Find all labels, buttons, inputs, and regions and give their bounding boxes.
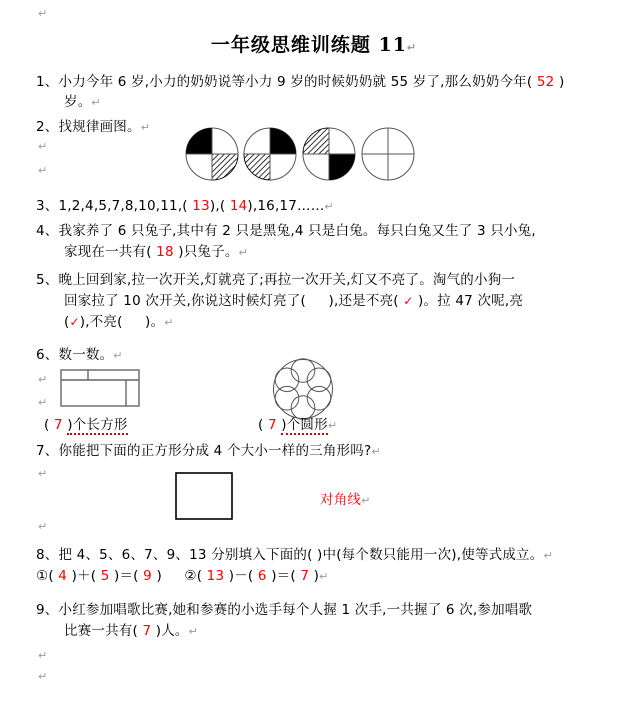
question-8-equations: [36, 566, 329, 586]
paragraph-mark: ↵: [38, 670, 48, 683]
q8-eq2-eq: )＝(: [271, 568, 296, 584]
question-7-prompt: [36, 441, 381, 461]
paragraph-mark: ↵: [406, 41, 418, 54]
q6-rect-close: )个长方形: [67, 417, 128, 433]
nested-rectangles-figure: [60, 369, 140, 407]
question-4-line-2: [64, 242, 248, 262]
q8-eq1-plus: )＋(: [71, 568, 97, 584]
q5-blank-1[interactable]: [311, 293, 324, 309]
q8-eq2-close: ): [313, 568, 320, 584]
q6-circ-close: )个圆形: [281, 417, 328, 433]
q5-text-f: ),不亮(: [79, 314, 123, 330]
q1-text-c: 岁。: [64, 94, 92, 110]
question-6-rectangle-label: [44, 415, 128, 435]
question-5-line-2: [64, 291, 523, 311]
question-1-line-1: [36, 72, 564, 92]
q5-text-g: )。: [145, 314, 165, 330]
question-5-line-1: [36, 270, 515, 290]
q8-text: 8、把 4、5、6、7、9、13 分别填入下面的( )中(每个数只能用一次),使等式成立。: [36, 547, 544, 563]
paragraph-mark: ↵: [543, 549, 553, 562]
question-6-circle-label: [258, 415, 337, 435]
question-3: [36, 196, 334, 216]
q9-answer: 7: [142, 623, 152, 639]
paragraph-mark: ↵: [38, 164, 48, 177]
q7-note-text: 对角线: [320, 492, 362, 508]
q8-eq1-c: 9: [143, 568, 152, 584]
q4-answer: 18: [156, 244, 174, 260]
circles-in-circle-figure: [272, 358, 334, 420]
q1-text-a: 1、小力今年 6 岁,小力的奶奶说等小力 9 岁的时候奶奶就 55 岁了,那么奶奶今年(: [36, 74, 533, 90]
q3-answer-2: 14: [229, 198, 248, 214]
paragraph-mark: ↵: [140, 121, 151, 134]
q8-eq1-open: (: [48, 568, 54, 584]
q8-eq2-minus: )－(: [228, 568, 254, 584]
pattern-circle-1: [186, 128, 238, 180]
paragraph-mark: ↵: [327, 419, 338, 432]
paragraph-mark: ↵: [361, 494, 371, 507]
pattern-circle-2: [244, 128, 296, 180]
paragraph-mark: ↵: [38, 467, 48, 480]
q6-circ-open: (: [258, 417, 264, 433]
q3-answer-1: 13: [192, 198, 210, 214]
paragraph-mark: ↵: [91, 96, 101, 109]
q4-text-a: 4、我家养了 6 只兔子,其中有 2 只是黑兔,4 只是白兔。每只白兔又生了 3 只小兔,: [36, 223, 536, 239]
question-2-prompt: [36, 117, 150, 137]
q8-eq2-label: ②: [184, 568, 197, 584]
question-8-line-1: [36, 545, 553, 565]
q1-answer: 52: [536, 74, 555, 90]
question-5-line-3: [64, 312, 174, 332]
paragraph-mark: ↵: [238, 246, 248, 259]
pattern-circle-3: [303, 128, 355, 180]
question-4-line-1: [36, 221, 536, 241]
paragraph-mark: ↵: [38, 649, 48, 662]
q8-eq2-open: (: [196, 568, 203, 584]
q9-text-b: 比赛一共有(: [64, 623, 138, 639]
q5-text-c: ),还是不亮(: [328, 293, 399, 309]
question-6-prompt: [36, 345, 123, 365]
q5-text-b: 回家拉了 10 次开关,你说这时候灯亮了(: [64, 293, 307, 309]
pattern-circle-4: [362, 128, 414, 180]
q5-checkmark-1: ✓: [403, 294, 414, 308]
paragraph-mark: ↵: [38, 7, 48, 20]
q8-eq1-label: ①: [36, 568, 49, 584]
q8-eq1-a: 4: [58, 568, 68, 584]
q3-text-b: ),(: [209, 198, 226, 214]
q5-text-e: (: [64, 314, 70, 330]
question-9-line-2: [64, 621, 198, 641]
paragraph-mark: ↵: [38, 373, 48, 386]
q8-eq2-b: 6: [257, 568, 267, 584]
q6-circ-answer: 7: [267, 417, 277, 433]
q5-text-d: )。拉 47 次呢,亮: [418, 293, 524, 309]
q8-eq2-c: 7: [300, 568, 310, 584]
q6-rect-open: (: [44, 417, 50, 433]
paragraph-mark: ↵: [38, 396, 48, 409]
paragraph-mark: ↵: [113, 349, 123, 362]
q7-text: 7、你能把下面的正方形分成 4 个大小一样的三角形吗?: [36, 443, 372, 459]
paragraph-mark: ↵: [319, 570, 329, 583]
q8-eq2-a: 13: [206, 568, 225, 584]
page-title: [0, 30, 628, 57]
q9-text-a: 9、小红参加唱歌比赛,她和参赛的小选手每个人握 1 次手,一共握了 6 次,参加唱歌: [36, 602, 533, 618]
q5-checkmark-2: ✓: [69, 315, 80, 329]
paragraph-mark: ↵: [371, 445, 381, 458]
paragraph-mark: ↵: [324, 200, 334, 213]
question-1-line-2: [64, 92, 101, 112]
q5-text-a: 5、晚上回到家,拉一次开关,灯就亮了;再拉一次开关,灯又不亮了。淘气的小狗一: [36, 272, 516, 288]
page-title-text: 一年级思维训练题 11: [210, 34, 407, 56]
q5-blank-2[interactable]: [127, 314, 140, 330]
q1-text-b: ): [558, 74, 565, 90]
q8-eq1-close: ): [156, 568, 162, 584]
paragraph-mark: ↵: [188, 625, 199, 638]
paragraph-mark: ↵: [38, 520, 48, 533]
q2-text: 2、找规律画图。: [36, 119, 141, 135]
q6-rect-answer: 7: [53, 417, 63, 433]
q8-eq1-eq: )＝(: [114, 568, 139, 584]
empty-square-figure: [175, 472, 233, 520]
q3-text-c: ),16,17……: [247, 198, 325, 214]
q6-text: 6、数一数。: [36, 347, 114, 363]
question-9-line-1: [36, 600, 532, 620]
fraction-circle-pattern-figure: [184, 126, 424, 182]
q9-text-c: )人。: [155, 623, 189, 639]
question-7-note: [320, 490, 371, 510]
q3-text-a: 3、1,2,4,5,7,8,10,11,(: [36, 198, 188, 214]
paragraph-mark: ↵: [38, 140, 48, 153]
q8-eq1-b: 5: [100, 568, 110, 584]
q4-text-b: 家现在一共有(: [64, 244, 152, 260]
q4-text-c: )只兔子。: [178, 244, 239, 260]
paragraph-mark: ↵: [164, 316, 174, 329]
